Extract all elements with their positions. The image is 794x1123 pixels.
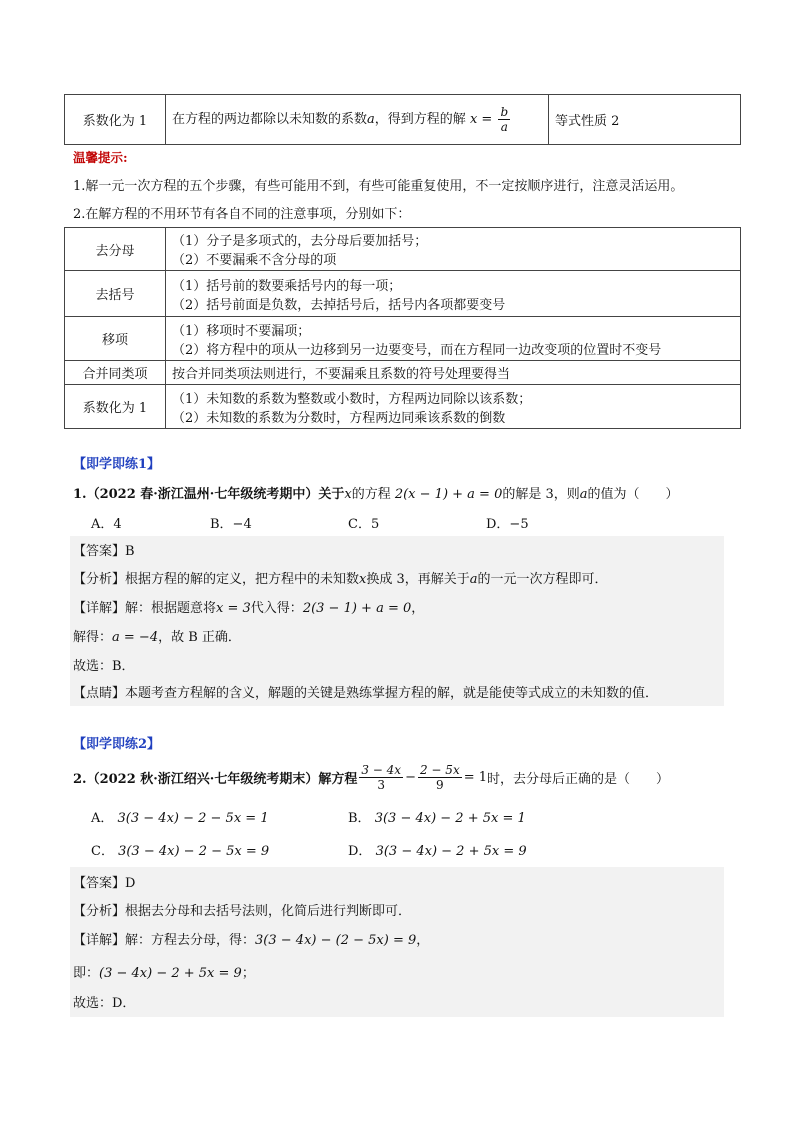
option-c: C．5: [348, 517, 380, 532]
step-name: 移项: [65, 317, 166, 361]
tip-item-2: 2.在解方程的不用环节有各自不同的注意事项，分别如下：: [73, 207, 411, 222]
step-notes: （1）括号前的数要乘括号内的每一项； （2）括号前面是负数，去掉括号后，括号内各项都要变号: [166, 271, 741, 317]
step-notes: （1）移项时不要漏项； （2）将方程中的项从一边移到另一边要变号，而在方程同一边改变项的位置时不变号: [166, 317, 741, 361]
exercise-1-question: 1.（2022 春·浙江温州·七年级统考期中）关于x的方程 2(x − 1) + a = 0的解是 3，则a的值为（ ）: [73, 487, 679, 502]
option-b: B． 3(3 − 4x) − 2 + 5x = 1: [348, 811, 526, 826]
analysis-line: 【分析】根据方程的解的定义，把方程中的未知数x换成 3，再解关于a的一元一次方程即可．: [73, 572, 608, 587]
answer-line: 【答案】B: [73, 544, 135, 559]
fraction-b-over-a: $\frac{b}{a}$: [500, 105, 509, 134]
step-name: 去分母: [65, 228, 166, 271]
choose-line: 故选：D．: [73, 996, 136, 1011]
detail-line: 【详解】解：根据题意将x = 3代入得：2(3 − 1) + a = 0，: [73, 601, 425, 616]
fraction-1: $\frac{3 - 4x}{3}$: [361, 762, 402, 792]
step-basis: 等式性质 2: [549, 95, 741, 145]
step-notes: （1）未知数的系数为整数或小数时，方程两边同除以该系数； （2）未知数的系数为分数时，方程两边同乘该系数的倒数: [166, 385, 741, 429]
option-a: A．4: [91, 517, 122, 532]
fraction-2: $\frac{2 - 5x}{9}$: [419, 762, 460, 792]
exercise-2-question: 2.（2022 秋·浙江绍兴·七年级统考期末）解方程 $\frac{3 - 4x}{3}$ − $\frac{2 - 5x}{9}$ = 1 时，去分母后正确的是（ ）: [73, 762, 670, 792]
notes-table: [64, 227, 741, 429]
step-description: 在方程的两边都除以未知数的系数a，得到方程的解 x = $\frac{b}{a}$: [166, 95, 549, 145]
analysis-line: 【分析】根据去分母和去括号法则，化简后进行判断即可．: [73, 904, 412, 919]
option-d: D． 3(3 − 4x) − 2 + 5x = 9: [348, 844, 527, 859]
exercise-1-header: 【即学即练1】: [73, 457, 161, 472]
tip-item-1: 1.解一元一次方程的五个步骤，有些可能用不到，有些可能重复使用，不一定按顺序进行，注意灵活运用。: [73, 179, 684, 194]
answer-line: 【答案】D: [73, 876, 136, 891]
step-notes: （1）分子是多项式的，去分母后要加括号； （2）不要漏乘不含分母的项: [166, 228, 741, 271]
choose-line: 故选：B．: [73, 659, 135, 674]
tips-title: 温馨提示:: [73, 150, 128, 165]
exercise-2-header: 【即学即练2】: [73, 737, 161, 752]
ji-line: 即：(3 − 4x) − 2 + 5x = 9；: [73, 966, 255, 981]
option-d: D．−5: [486, 517, 529, 532]
option-b: B．−4: [210, 517, 252, 532]
solve-line: 解得：a = −4，故 B 正确．: [73, 630, 241, 645]
comment-line: 【点睛】本题考查方程解的含义，解题的关键是熟练掌握方程的解，就是能使等式成立的未知数的值．: [73, 686, 659, 701]
step-name: 合并同类项: [65, 361, 166, 385]
detail-line: 【详解】解：方程去分母，得：3(3 − 4x) − (2 − 5x) = 9，: [73, 933, 430, 948]
option-a: A． 3(3 − 4x) − 2 − 5x = 1: [91, 811, 269, 826]
step-name: 系数化为 1: [65, 385, 166, 429]
exercise-1-solution-box: [70, 536, 724, 706]
coefficient-table: [64, 94, 741, 145]
step-name: 去括号: [65, 271, 166, 317]
step-name: 系数化为 1: [65, 95, 166, 145]
option-c: C． 3(3 − 4x) − 2 − 5x = 9: [91, 844, 270, 859]
step-notes: 按合并同类项法则进行，不要漏乘且系数的符号处理要得当: [166, 361, 741, 385]
